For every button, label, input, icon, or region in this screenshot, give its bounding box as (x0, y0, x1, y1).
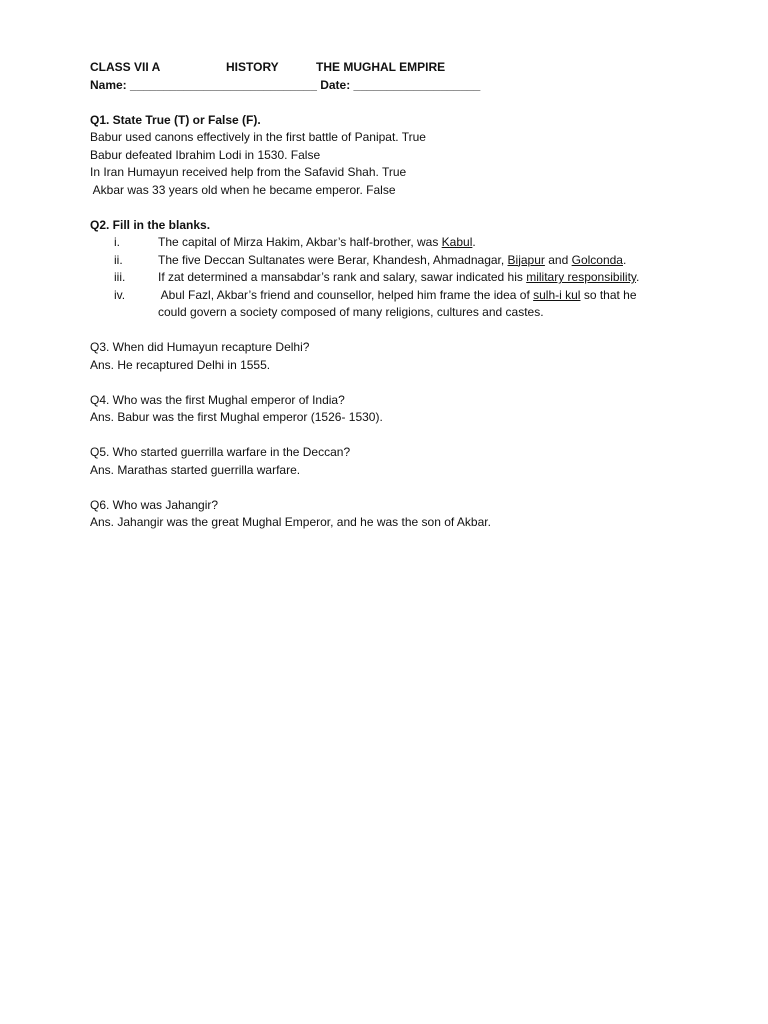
answer-word: Kabul (441, 235, 473, 249)
q3-answer: Ans. He recaptured Delhi in 1555. (90, 357, 271, 372)
topic-label: THE MUGHAL EMPIRE (316, 60, 446, 74)
q2-title: Q2. Fill in the blanks. (90, 217, 211, 232)
answer-word: military responsibility (526, 270, 637, 284)
q6-question: Q6. Who was Jahangir? (90, 497, 219, 512)
q3-question: Q3. When did Humayun recapture Delhi? (90, 340, 310, 354)
item-text: so that he (580, 287, 637, 302)
list-item (90, 252, 710, 270)
q1-statement: Babur defeated Ibrahim Lodi in 1530. False (90, 147, 321, 162)
item-text: Abul Fazl, Akbar’s friend and counsellor, helped him frame the idea of (158, 287, 534, 302)
fill-blanks-list (90, 234, 710, 322)
list-item (90, 269, 710, 287)
q1-statement: Akbar was 33 years old when he became emperor. False (90, 182, 396, 197)
item-text: . (636, 270, 640, 284)
item-text: The capital of Mirza Hakim, Akbar’s half-brother, was (158, 235, 442, 249)
item-number: i. (114, 235, 120, 249)
question-2 (90, 217, 710, 322)
worksheet-header (90, 59, 710, 77)
q5-answer: Ans. Marathas started guerrilla warfare. (90, 462, 301, 477)
q4-answer: Ans. Babur was the first Mughal emperor (1526- 1530). (90, 410, 383, 424)
worksheet (90, 59, 710, 532)
subject-label: HISTORY (226, 60, 279, 74)
q1-statement: In Iran Humayun received help from the Safavid Shah. True (90, 165, 407, 179)
list-item (90, 234, 710, 252)
item-number: ii. (114, 252, 123, 267)
item-text: . (622, 252, 627, 267)
q6-answer: Ans. Jahangir was the great Mughal Emperor, and he was the son of Akbar. (90, 515, 491, 529)
question-1 (90, 112, 710, 200)
item-number: iii. (114, 270, 126, 284)
item-text-continuation: could govern a society composed of many religions, cultures and castes. (158, 305, 544, 319)
name-date-line: Name: ____________________________ Date: ___________________ (90, 77, 481, 92)
q1-title: Q1. State True (T) or False (F). (90, 112, 261, 127)
answer-word: Bijapur (507, 252, 545, 267)
class-label: CLASS VII A (90, 60, 161, 74)
question-4 (90, 392, 710, 427)
q1-statement: Babur used canons effectively in the first battle of Panipat. True (90, 130, 426, 144)
item-text: and (544, 252, 572, 267)
answer-word: sulh-i kul (533, 287, 581, 302)
question-3 (90, 339, 710, 374)
item-text: If zat determined a mansabdar’s rank and salary, sawar indicated his (158, 270, 527, 284)
question-6 (90, 497, 710, 532)
question-5 (90, 444, 710, 479)
item-text: . (472, 235, 476, 249)
item-text: The five Deccan Sultanates were Berar, Khandesh, Ahmadnagar, (158, 252, 508, 267)
list-item (90, 287, 710, 322)
q5-question: Q5. Who started guerrilla warfare in the Deccan? (90, 445, 351, 459)
answer-word: Golconda (571, 252, 623, 267)
item-number: iv. (114, 287, 126, 302)
q4-question: Q4. Who was the first Mughal emperor of India? (90, 392, 345, 407)
